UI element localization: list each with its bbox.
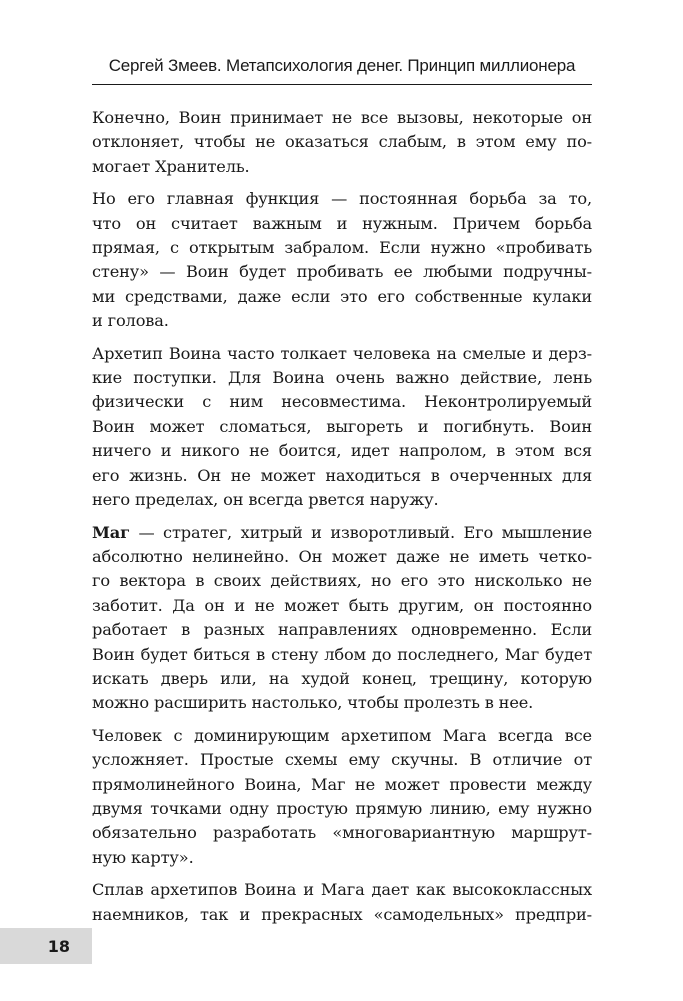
page-number: 18 bbox=[47, 937, 70, 956]
text-line: ную карту». bbox=[92, 847, 194, 867]
text-line: физически с ним несовместима. Неконтролируемый bbox=[92, 392, 592, 412]
page-number-box bbox=[0, 928, 92, 964]
text-line: искать дверь или, на худой конец, трещину, которую bbox=[92, 668, 592, 688]
text-line: Но его главная функция — постоянная борьба за то, bbox=[92, 189, 592, 209]
text-line: абсолютно нелинейно. Он может даже не иметь четко- bbox=[92, 546, 592, 566]
paragraph-4 bbox=[92, 521, 592, 716]
text-line: усложняет. Простые схемы ему скучны. В отличие от bbox=[92, 750, 592, 770]
text-line: двумя точками одну простую прямую линию, ему нужно bbox=[92, 798, 592, 818]
paragraph-5 bbox=[92, 724, 592, 870]
text-line: и голова. bbox=[92, 311, 169, 331]
text-line: могает Хранитель. bbox=[92, 156, 250, 176]
text-line: прямая, с открытым забралом. Если нужно «пробивать bbox=[92, 238, 592, 258]
text-line: что он считает важным и нужным. Причем борьба bbox=[92, 213, 592, 233]
paragraph-6 bbox=[92, 878, 592, 927]
text-line: ми средствами, даже если это его собственные кулаки bbox=[92, 286, 592, 306]
text-line: него пределах, он всегда рвется наружу. bbox=[92, 490, 439, 510]
text-line: кие поступки. Для Воина очень важно действие, лень bbox=[92, 368, 592, 388]
paragraph-3 bbox=[92, 342, 592, 513]
text-line: Сплав архетипов Воина и Мага дает как высококлассных bbox=[92, 880, 592, 900]
text-line: Архетип Воина часто толкает человека на смелые и дерз- bbox=[92, 343, 592, 363]
text-line: работает в разных направлениях одновременно. Если bbox=[92, 620, 592, 640]
text-line: Человек с доминирующим архетипом Мага всегда все bbox=[92, 725, 592, 745]
text-line: прямолинейного Воина, Маг не может провести между bbox=[92, 774, 592, 794]
text-line: стену» — Воин будет пробивать ее любыми подручны- bbox=[92, 262, 592, 282]
text-line: обязательно разработать «многовариантную маршрут- bbox=[92, 823, 592, 843]
term-mag: Маг bbox=[92, 522, 130, 542]
text-line: можно расширить настолько, чтобы пролезть в нее. bbox=[92, 693, 534, 713]
body-text bbox=[92, 106, 592, 935]
text-line: Воин будет биться в стену лбом до последнего, Маг будет bbox=[92, 644, 592, 664]
paragraph-1 bbox=[92, 106, 592, 179]
text-line: ничего и никого не боится, идет напролом, в этом вся bbox=[92, 441, 592, 461]
term-definition: — стратег, хитрый и изворотливый. Его мышление bbox=[129, 522, 592, 542]
text-line: заботит. Да он и не может быть другим, он постоянно bbox=[92, 595, 592, 615]
text-line: его жизнь. Он не может находиться в очерченных для bbox=[92, 465, 592, 485]
running-head: Сергей Змеев. Метапсихология денег. Принцип миллионера bbox=[92, 48, 592, 85]
text-line: наемников, так и прекрасных «самодельных» предпри- bbox=[92, 904, 592, 924]
text-line: Воин может сломаться, выгореть и погибнуть. Воин bbox=[92, 416, 592, 436]
text-line: Конечно, Воин принимает не все вызовы, некоторые он bbox=[92, 108, 592, 127]
text-line: го вектора в своих действиях, но его это нисколько не bbox=[92, 571, 592, 591]
paragraph-2 bbox=[92, 187, 592, 333]
text-line bbox=[92, 521, 592, 545]
text-line: отклоняет, чтобы не оказаться слабым, в этом ему по- bbox=[92, 132, 592, 152]
